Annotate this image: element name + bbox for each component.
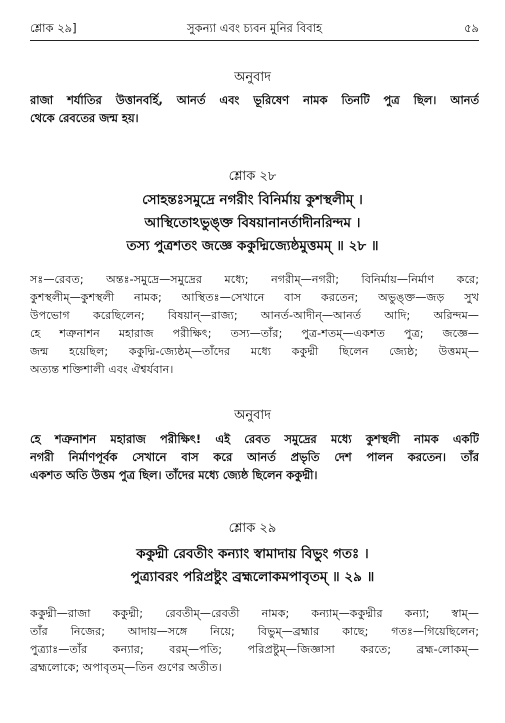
text-line: রাজা শর্যাতির উত্তানবর্হি, আনর্ত এবং ভূরিষেণ নামক তিনটি পুত্র ছিল। আনর্ত: [30, 93, 479, 107]
running-head-chapter-title: সুকন্যা এবং চ্যবন মুনির বিবাহ: [186, 21, 323, 35]
text-line: ব্রহ্মলোকে; অপাবৃতম্—তিন গুণের অতীত।: [30, 661, 222, 674]
synonyms-paragraph: [30, 271, 479, 379]
verse-line: আস্থিতোঽভুঙ্ক্ত বিষয়ানানর্তাদীনরিন্দম ।: [144, 215, 361, 231]
running-head-verse-ref: শ্লোক ২৯]: [30, 21, 77, 35]
translation-heading: অনুবাদ: [234, 70, 271, 85]
verse-line: ককুদ্মী রেবতীং কন্যাং স্বামাদায় বিভুং গতঃ ।: [136, 546, 369, 562]
verse-line: তস্য পুত্রশতং জজ্ঞে ককুদ্মিজ্যেষ্ঠমুত্তমম্ ॥ ২৮ ॥: [126, 238, 379, 254]
synonyms-paragraph: [30, 605, 479, 677]
text-line: অত্যন্ত শক্তিশালী এবং ঐশ্বর্যবান।: [30, 363, 174, 376]
text-line: নগরী নির্মাণপূর্বক সেখানে বাস করে আনর্ত প্রভৃতি দেশ পালন করতেন। তাঁর: [30, 450, 479, 464]
text-line: সঃ—রেবত; অন্তঃ-সমুদ্রে—সমুদ্রের মধ্যে; নগরীম্—নগরী; বিনির্মায়—নির্মাণ করে;: [30, 273, 479, 286]
translation-paragraph: [30, 430, 479, 484]
verse-number: শ্লোক ২৮: [228, 169, 277, 184]
translation-heading: অনুবাদ: [234, 408, 271, 423]
text-line: হে শত্রুনাশন মহারাজ পরীক্ষিৎ; তস্য—তাঁর; পুত্র-শতম্—একশত পুত্র; জজ্ঞে—: [30, 327, 479, 340]
verse-line: পুত্র্যাবরং পরিপ্রষ্টুং ব্রহ্মলোকমপাবৃতম্ ॥ ২৯ ॥: [130, 569, 375, 585]
text-line: থেকে রেবতের জন্ম হয়।: [30, 111, 139, 125]
text-line: একশত অতি উত্তম পুত্র ছিল। তাঁদের মধ্যে জ্যেষ্ঠ ছিলেন ককুদ্মী।: [30, 468, 318, 482]
text-line: পুত্র্যাঃ—তাঁর কন্যার; বরম্—পতি; পরিপ্রষ্টুম্—জিজ্ঞাসা করতে; ব্রহ্ম-লোকম্—: [30, 643, 479, 656]
text-line: তাঁর নিজের; আদায়—সঙ্গে নিয়ে; বিভুম্—ব্রহ্মার কাছে; গতঃ—গিয়েছিলেন;: [30, 625, 479, 638]
verse-line: সোহন্তঃসমুদ্রে নগরীং বিনির্মায় কুশস্থলীম্ ।: [142, 192, 363, 208]
text-line: উপভোগ করেছিলেন; বিষয়ান্—রাজ্য; আনর্ত-আদীন্—আনর্ত আদি; অরিন্দম—: [30, 309, 479, 322]
header-divider: [30, 40, 479, 41]
text-line: ককুদ্মী—রাজা ককুদ্মী; রেবতীম্—রেবতী নামক; কন্যাম্—ককুদ্মীর কন্যা; স্বাম্—: [30, 607, 479, 620]
text-line: হে শত্রুনাশন মহারাজ পরীক্ষিৎ! এই রেবত সমুদ্রের মধ্যে কুশস্থলী নামক একটি: [30, 432, 479, 446]
translation-paragraph: [30, 91, 479, 127]
text-line: কুশস্থলীম্—কুশস্থলী নামক; আস্থিতঃ—সেখানে বাস করতেন; অভুঙ্ক্ত—জড় সুখ: [30, 291, 479, 304]
text-line: জন্ম হয়েছিল; ককুদ্মি-জ্যেষ্ঠম্—তাঁদের মধ্যে ককুদ্মী ছিলেন জ্যেষ্ঠ; উত্তমম্—: [30, 345, 479, 358]
verse-number: শ্লোক ২৯: [228, 521, 277, 536]
page-number: ৫৯: [464, 21, 479, 35]
running-head: [30, 20, 479, 38]
